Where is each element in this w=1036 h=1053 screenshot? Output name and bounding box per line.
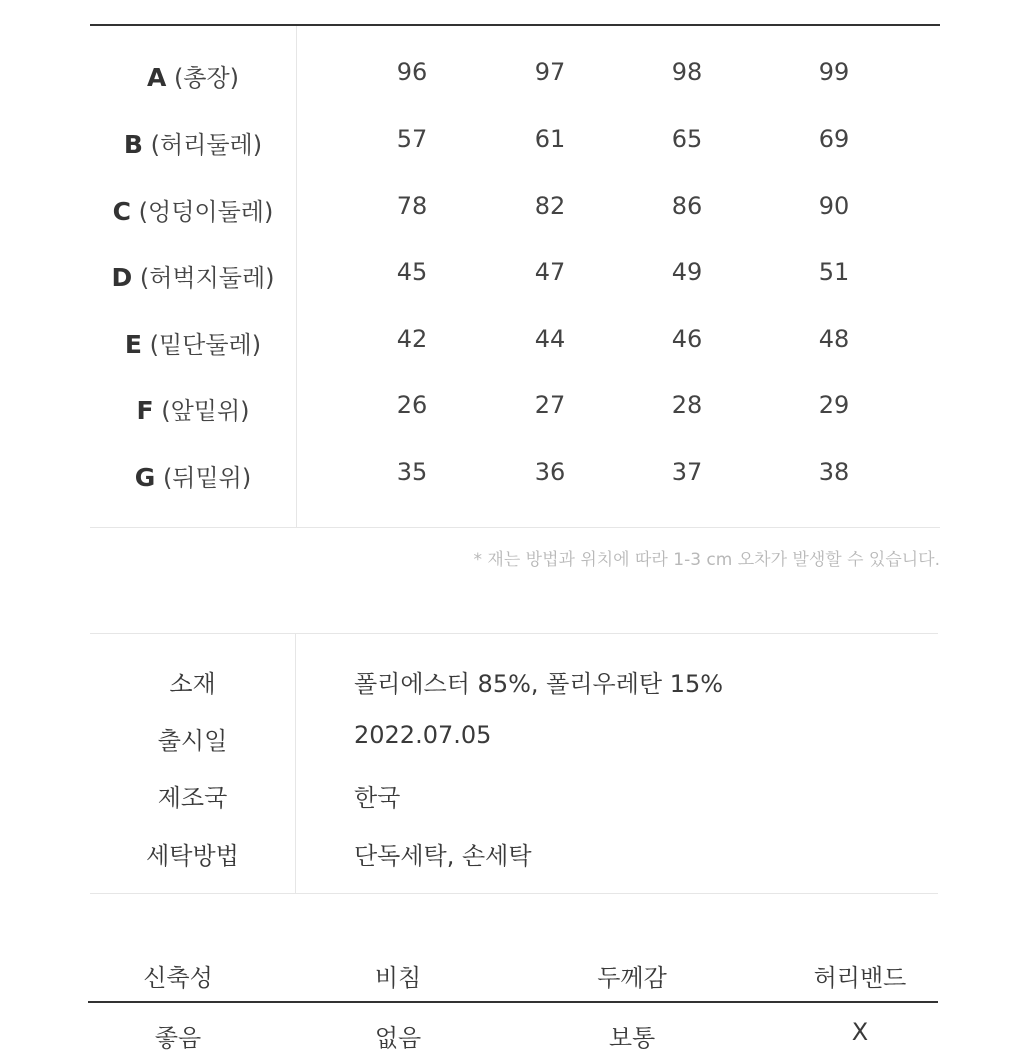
size-cell: 51: [818, 258, 850, 286]
size-row-label: [90, 125, 296, 160]
size-row-measure-name: (밑단둘레): [149, 331, 262, 359]
size-cell: 57: [396, 125, 428, 153]
size-cell: 35: [396, 458, 428, 486]
fit-table-header-border: [88, 1001, 938, 1003]
size-row-key: F: [136, 396, 154, 425]
size-cell: 29: [818, 391, 850, 419]
size-row-key: G: [134, 463, 156, 492]
fit-header-thickness: 두께감: [597, 964, 667, 992]
size-row-label: [90, 458, 296, 493]
info-value-material: 폴리에스터 85%, 폴리우레탄 15%: [354, 670, 724, 698]
size-row-key: D: [111, 263, 133, 292]
info-label-country: 제조국: [157, 784, 228, 812]
size-cell: 26: [396, 391, 428, 419]
size-cell: 97: [534, 58, 566, 86]
size-cell: 86: [671, 192, 703, 220]
fit-header-stretch: 신축성: [143, 964, 213, 992]
size-cell: 78: [396, 192, 428, 220]
size-cell: 61: [534, 125, 566, 153]
size-cell: 47: [534, 258, 566, 286]
size-table-top-border: [90, 24, 940, 26]
size-cell: 82: [534, 192, 566, 220]
size-cell: 36: [534, 458, 566, 486]
info-value-country: 한국: [354, 784, 401, 812]
size-cell: 42: [396, 325, 428, 353]
info-table-top-border: [90, 633, 938, 634]
size-cell: 98: [671, 58, 703, 86]
info-label-material: 소재: [169, 670, 216, 698]
size-row-label: [90, 325, 296, 360]
size-row-key: C: [112, 197, 132, 226]
size-cell: 96: [396, 58, 428, 86]
size-row-label: [90, 258, 296, 293]
size-row-label: [90, 391, 296, 426]
size-row-measure-name: (뒤밑위): [162, 464, 252, 492]
fit-value-stretch: 좋음: [154, 1024, 202, 1052]
size-cell: 48: [818, 325, 850, 353]
size-cell: 45: [396, 258, 428, 286]
size-row-key: E: [124, 330, 142, 359]
size-cell: 69: [818, 125, 850, 153]
size-cell: 28: [671, 391, 703, 419]
measurement-note: * 재는 방법과 위치에 따라 1-3 cm 오차가 발생할 수 있습니다.: [473, 550, 940, 570]
size-cell: 99: [818, 58, 850, 86]
size-cell: 38: [818, 458, 850, 486]
size-row-measure-name: (엉덩이둘레): [138, 198, 274, 226]
size-cell: 44: [534, 325, 566, 353]
size-row-measure-name: (허리둘레): [150, 131, 263, 159]
size-cell: 37: [671, 458, 703, 486]
size-row-measure-name: (총장): [173, 64, 240, 92]
size-cell: 27: [534, 391, 566, 419]
size-cell: 65: [671, 125, 703, 153]
info-value-washing: 단독세탁, 손세탁: [354, 842, 532, 870]
size-table-bottom-border: [90, 527, 940, 528]
size-row-label: [90, 192, 296, 227]
size-row-measure-name: (앞밑위): [161, 397, 250, 425]
size-cell: 49: [671, 258, 703, 286]
info-table-divider: [295, 634, 296, 894]
info-label-washing: 세탁방법: [146, 842, 239, 870]
info-table-bottom-border: [90, 893, 938, 894]
fit-value-thickness: 보통: [608, 1024, 656, 1052]
info-label-release-date: 출시일: [157, 727, 228, 755]
info-value-release-date: 2022.07.05: [354, 721, 492, 749]
size-row-key: B: [123, 130, 143, 159]
size-table-divider: [296, 26, 297, 528]
size-row-key: A: [146, 63, 167, 92]
size-row-measure-name: (허벅지둘레): [139, 264, 275, 292]
fit-header-sheer: 비침: [374, 964, 422, 992]
fit-header-waistband: 허리밴드: [813, 964, 907, 992]
fit-value-sheer: 없음: [374, 1024, 422, 1052]
fit-value-waistband: X: [851, 1018, 869, 1046]
size-cell: 46: [671, 325, 703, 353]
size-row-label: [90, 58, 296, 93]
size-cell: 90: [818, 192, 850, 220]
